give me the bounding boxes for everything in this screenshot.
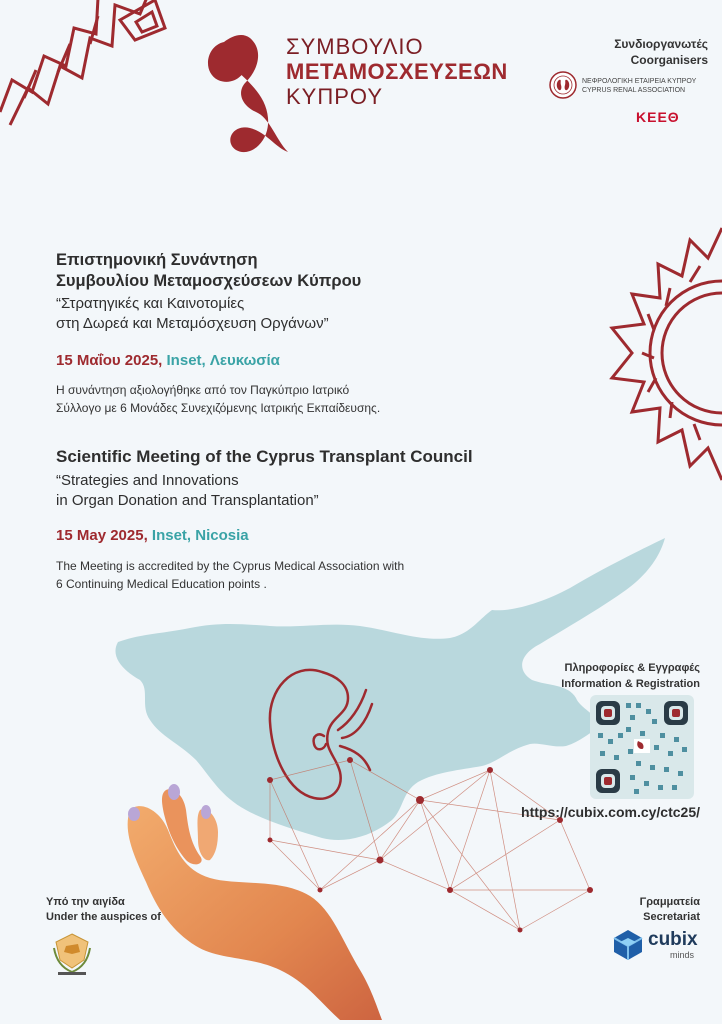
registration-label bbox=[561, 660, 700, 692]
greek-title bbox=[56, 250, 361, 292]
greek-accreditation bbox=[56, 381, 380, 417]
cubix-logo bbox=[610, 928, 702, 962]
partner1-name-en: CYPRUS RENAL ASSOCIATION bbox=[582, 87, 686, 94]
renal-association-emblem-icon bbox=[548, 70, 578, 100]
sun-ornament-top-left bbox=[0, 0, 170, 140]
english-subtitle-line2: in Organ Donation and Transplantation” bbox=[56, 492, 319, 509]
council-name bbox=[286, 36, 508, 108]
greek-separator: , bbox=[158, 352, 167, 369]
greek-title-line2: Συμβουλίου Μεταμοσχεύσεων Κύπρου bbox=[56, 272, 362, 290]
registration-label-en: Information & Registration bbox=[561, 678, 700, 690]
council-logo-icon bbox=[196, 32, 292, 162]
ministry-emblem-icon bbox=[48, 930, 96, 976]
council-name-line2: ΜΕΤΑΜΟΣΧΕΥΣΕΩΝ bbox=[286, 59, 508, 84]
auspices-label bbox=[46, 895, 161, 925]
cubix-name: cubix bbox=[648, 929, 698, 950]
english-venue: Inset, Nicosia bbox=[151, 527, 249, 544]
registration-qr-code[interactable] bbox=[590, 695, 694, 799]
keeth-logo bbox=[636, 104, 688, 130]
secretariat-label-gr: Γραμματεία bbox=[639, 896, 700, 908]
secretariat-label bbox=[640, 895, 700, 925]
coorganisers-label-en: Coorganisers bbox=[630, 53, 708, 67]
partner2-name: ΚΕΕΘ bbox=[636, 109, 680, 125]
council-name-line1: ΣΥΜΒΟΥΛΙΟ bbox=[286, 34, 424, 59]
auspices-label-en: Under the auspices of bbox=[46, 911, 161, 923]
cubix-subname: minds bbox=[670, 950, 695, 960]
greek-subtitle-line1: “Στρατηγικές και Καινοτομίες bbox=[56, 295, 245, 312]
english-accreditation-line2: 6 Continuing Medical Education points . bbox=[56, 577, 267, 591]
registration-url[interactable]: https://cubix.com.cy/ctc25/ bbox=[521, 804, 700, 820]
coorganisers-label bbox=[614, 36, 708, 68]
greek-date-venue bbox=[56, 352, 280, 369]
english-accreditation-line1: The Meeting is accredited by the Cyprus Medical Association with bbox=[56, 559, 405, 573]
auspices-label-gr: Υπό την αιγίδα bbox=[46, 896, 125, 908]
english-separator: , bbox=[143, 527, 152, 544]
greek-title-line1: Επιστημονική Συνάντηση bbox=[56, 251, 258, 269]
greek-accreditation-line1: Η συνάντηση αξιολογήθηκε από τον Παγκύπριο Ιατρικό bbox=[56, 383, 350, 397]
english-title: Scientific Meeting of the Cyprus Transplant Council bbox=[56, 447, 473, 466]
english-date: 15 May 2025 bbox=[56, 527, 144, 544]
greek-subtitle-line2: στη Δωρεά και Μεταμόσχευση Οργάνων” bbox=[56, 315, 329, 332]
cyprus-renal-association-logo bbox=[548, 70, 706, 100]
greek-subtitle bbox=[56, 294, 329, 334]
greek-accreditation-line2: Σύλλογο με 6 Μονάδες Συνεχιζόμενης Ιατρικής Εκπαίδευσης. bbox=[56, 401, 381, 415]
english-subtitle-line1: “Strategies and Innovations bbox=[56, 472, 239, 489]
sun-ornament-right bbox=[570, 218, 722, 488]
partner1-name-gr: ΝΕΦΡΟΛΟΓΙΚΗ ΕΤΑΙΡΕΙΑ ΚΥΠΡΟΥ bbox=[582, 78, 697, 85]
english-subtitle bbox=[56, 471, 319, 511]
registration-label-gr: Πληροφορίες & Εγγραφές bbox=[564, 662, 700, 674]
coorganisers-label-gr: Συνδιοργανωτές bbox=[614, 37, 708, 51]
council-name-line3: ΚΥΠΡΟΥ bbox=[286, 84, 383, 109]
greek-date: 15 Μαΐου 2025 bbox=[56, 352, 159, 369]
greek-venue: Inset, Λευκωσία bbox=[166, 352, 280, 369]
cubix-cube-icon bbox=[610, 928, 644, 962]
secretariat-label-en: Secretariat bbox=[643, 911, 700, 923]
